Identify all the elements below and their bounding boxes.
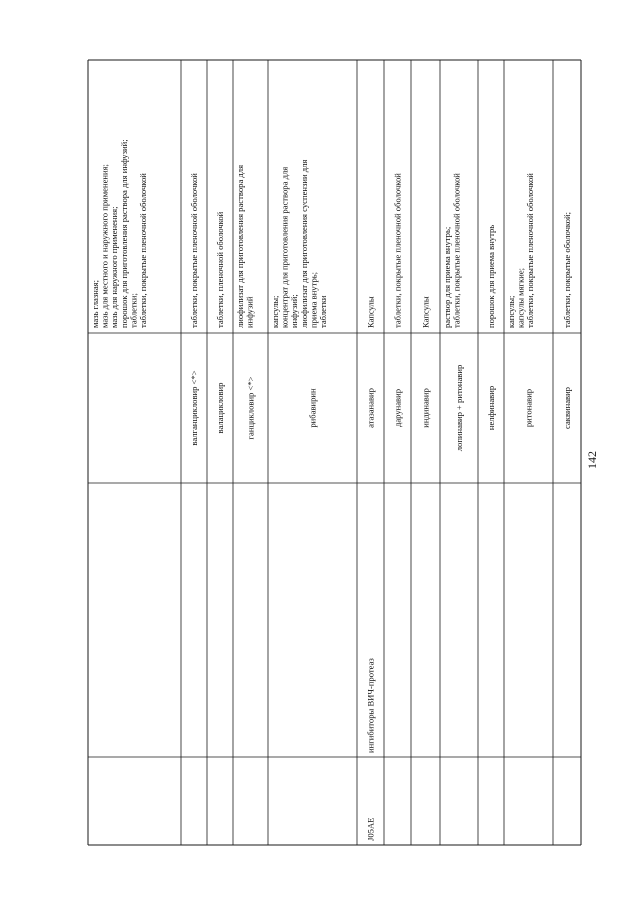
dosage-form-text: порошок для приготовления раствора для инфузий; — [118, 139, 129, 328]
drug-name: валацикловир — [215, 382, 225, 434]
dosage-form-text: лиофилизат для приготовления суспензии для — [298, 159, 309, 328]
dosage-form-text: таблетки; — [128, 293, 139, 328]
dosage-form-text: порошок для приема внутрь — [486, 224, 496, 328]
dosage-form-text: лиофилизат для приготовления раствора для — [235, 164, 245, 328]
drug-name: индинавир — [420, 388, 431, 428]
dosage-form-text: капсулы; — [270, 295, 280, 328]
dosage-form-text: Капсулы — [420, 296, 431, 328]
dosage-form-text: таблетки, покрытые пленочной оболочкой — [451, 173, 462, 328]
dosage-form-text: таблетки, покрытые пленочной оболочкой — [525, 173, 536, 328]
dosage-form-text: мазь глазная; — [90, 280, 100, 328]
drug-name: атазанавир — [365, 388, 376, 428]
dosage-form-text: таблетки — [318, 295, 328, 328]
dosage-form-text: капсулы мягкие; — [515, 267, 526, 328]
dosage-form-text: приема внутрь; — [308, 271, 319, 328]
drug-name: саквинавир — [562, 387, 572, 429]
dosage-form-text: мазь для местного и наружного применения; — [99, 164, 110, 328]
dosage-form-text: инфузий — [244, 296, 255, 328]
pharmacological-group: ингибиторы ВИЧ-протеаз — [365, 658, 376, 753]
dosage-form-text: таблетки, покрытые пленочной оболочкой — [392, 173, 403, 328]
drug-name: ритонавир — [523, 388, 534, 428]
drug-name: дарунавир — [392, 388, 403, 428]
drug-name: лопинавир + ритонавир — [454, 364, 464, 452]
drug-name: нелфинавир — [486, 385, 496, 431]
dosage-form-text: Капсулы — [365, 296, 376, 328]
drug-name: рибавирин — [307, 388, 318, 428]
dosage-form-text: таблетки, покрытые пленочной оболочкой — [138, 173, 148, 328]
dosage-form-text: раствор для приема внутрь; — [442, 226, 452, 328]
dosage-form-text: концентрат для приготовления раствора для — [279, 166, 290, 328]
drug-name: валганцикловир <*> — [189, 370, 199, 446]
drug-name: ганцикловир <*> — [245, 376, 256, 440]
dosage-form-text: мазь для наружного применения; — [109, 206, 120, 328]
dosage-form-text: таблетки, покрытые пленочной оболочкой — [189, 173, 199, 328]
dosage-form-text: инфузий; — [289, 294, 300, 328]
dosage-form-text: таблетки, покрытые оболочкой; — [562, 212, 572, 328]
page-number: 142 — [585, 451, 599, 469]
dosage-form-text: капсулы; — [506, 295, 516, 328]
atc-code: J05AE — [365, 817, 376, 841]
dosage-form-text: таблетки, пленочной оболочкой — [215, 211, 225, 328]
